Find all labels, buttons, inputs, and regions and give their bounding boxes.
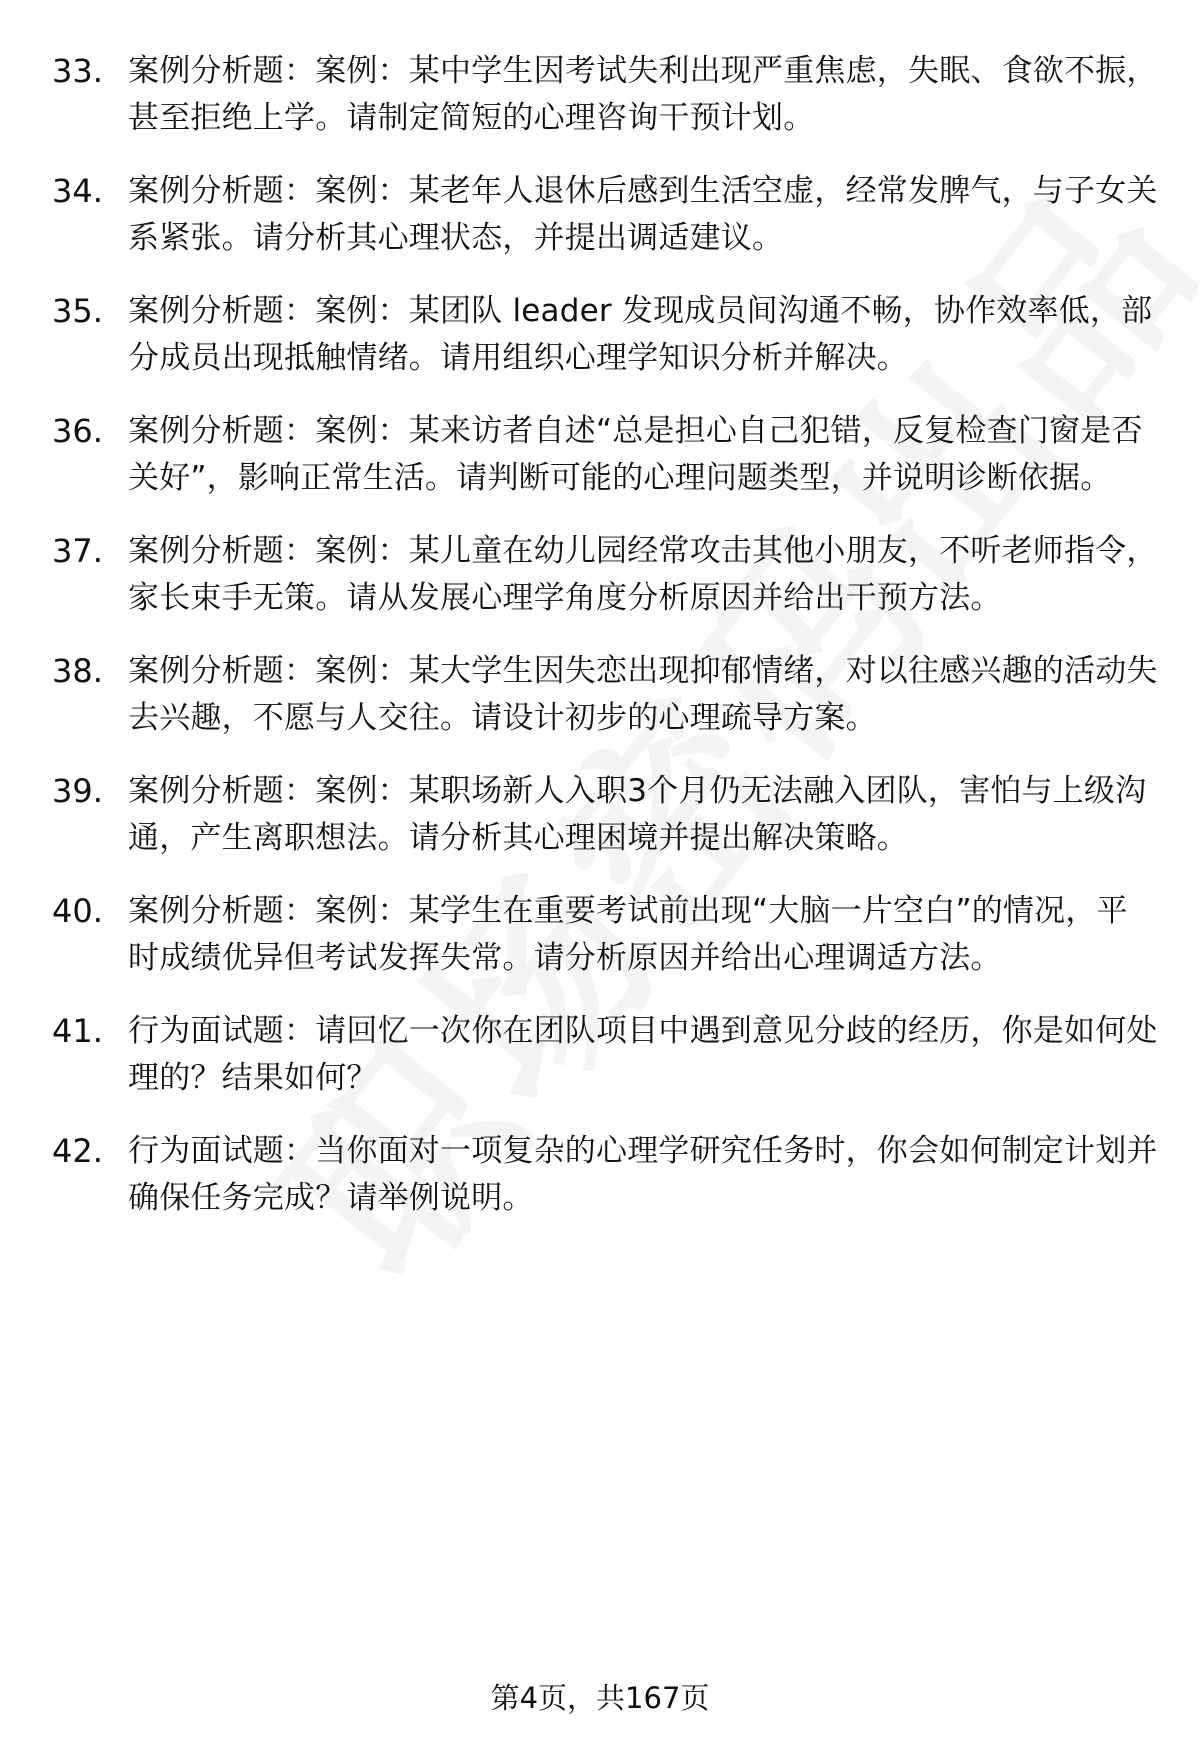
- question-number: 38.: [52, 652, 103, 690]
- question-number: 41.: [52, 1012, 103, 1050]
- question-text: 案例分析题：案例：某团队 leader 发现成员间沟通不畅，协作效率低，部分成员出现抵触情绪。请用组织心理学知识分析并解决。: [128, 293, 1153, 376]
- question-text: 案例分析题：案例：某学生在重要考试前出现“大脑一片空白”的情况，平时成绩优异但考试发挥失常。请分析原因并给出心理调适方法。: [128, 893, 1128, 976]
- question-text: 案例分析题：案例：某来访者自述“总是担心自己犯错，反复检查门窗是否关好”，影响正常生活。请判断可能的心理问题类型，并说明诊断依据。: [128, 413, 1143, 496]
- question-number: 35.: [52, 292, 103, 330]
- question-text: 案例分析题：案例：某儿童在幼儿园经常攻击其他小朋友，不听老师指令，家长束手无策。请从发展心理学角度分析原因并给出干预方法。: [128, 533, 1158, 616]
- question-number: 36.: [52, 412, 103, 450]
- question-number: 33.: [52, 52, 103, 90]
- question-number: 42.: [52, 1132, 103, 1170]
- question-number: 40.: [52, 892, 103, 930]
- question-number: 39.: [52, 772, 103, 810]
- question-text: 行为面试题：当你面对一项复杂的心理学研究任务时，你会如何制定计划并确保任务完成？请举例说明。: [128, 1133, 1158, 1216]
- page-footer: 第4页，共167页: [490, 1681, 710, 1715]
- question-text: 案例分析题：案例：某老年人退休后感到生活空虚，经常发脾气，与子女关系紧张。请分析其心理状态，并提出调适建议。: [128, 173, 1158, 256]
- question-text: 案例分析题：案例：某大学生因失恋出现抑郁情绪，对以往感兴趣的活动失去兴趣，不愿与人交往。请设计初步的心理疏导方案。: [128, 653, 1158, 736]
- question-text: 案例分析题：案例：某职场新人入职3个月仍无法融入团队，害怕与上级沟通，产生离职想法。请分析其心理困境并提出解决策略。: [128, 773, 1147, 856]
- question-number: 37.: [52, 532, 103, 570]
- question-text: 行为面试题：请回忆一次你在团队项目中遇到意见分歧的经历，你是如何处理的？结果如何？: [128, 1013, 1158, 1096]
- question-number: 34.: [52, 172, 103, 210]
- question-text: 案例分析题：案例：某中学生因考试失利出现严重焦虑，失眠、食欲不振，甚至拒绝上学。请制定简短的心理咨询干预计划。: [128, 53, 1158, 136]
